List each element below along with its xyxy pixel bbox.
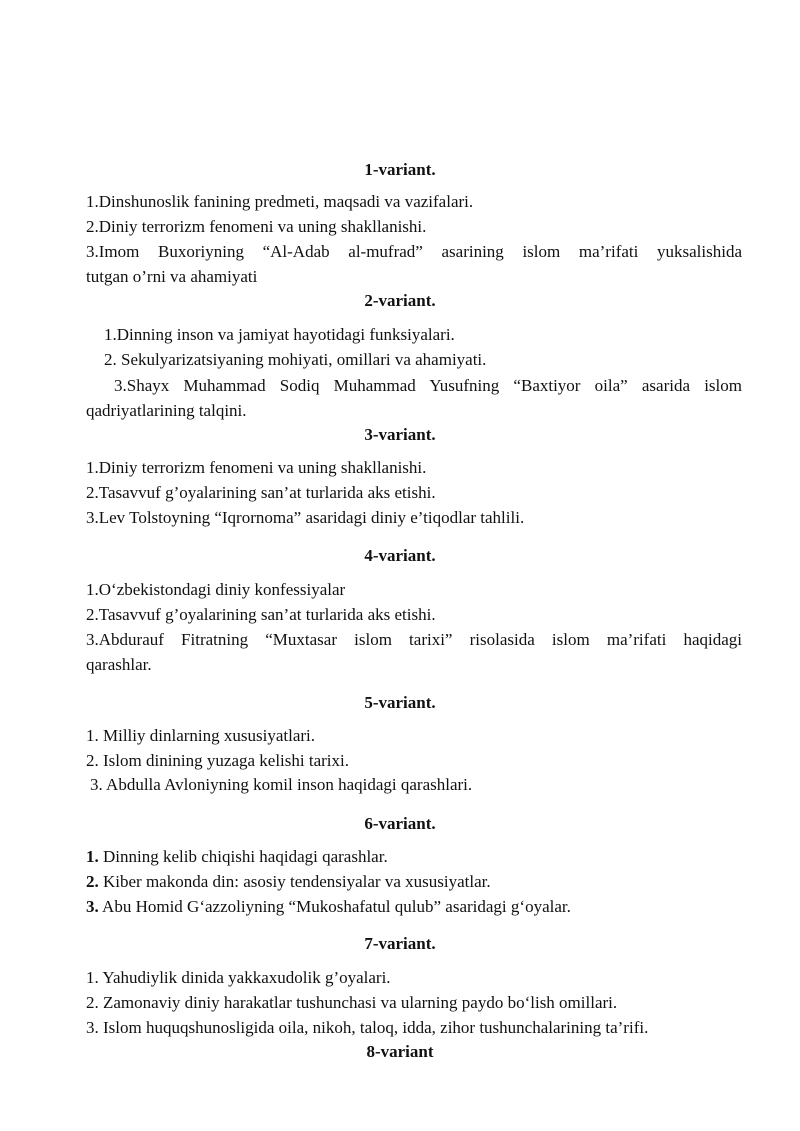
variant-2-item-2: 2. Sekulyarizatsiyaning mohiyati, omillari va ahamiyati. bbox=[104, 350, 487, 369]
variant-2-heading: 2-variant. bbox=[364, 291, 436, 310]
variant-3-heading: 3-variant. bbox=[364, 425, 436, 444]
variant-5-item-3: 3. Abdulla Avloniyning komil inson haqidagi qarashlari. bbox=[90, 775, 473, 794]
variant-6-item-1 bbox=[86, 847, 742, 867]
variant-2-item-1: 1.Dinning inson va jamiyat hayotidagi funksiyalari. bbox=[104, 325, 455, 344]
variant-4-item-3: 3.Abdurauf Fitratning “Muxtasar islom tarixi” risolasida islom ma’rifati haqidagi bbox=[86, 630, 742, 649]
variant-2-item-3-cont: qadriyatlarining talqini. bbox=[86, 401, 247, 420]
variant-5-item-2: 2. Islom dinining yuzaga kelishi tarixi. bbox=[86, 751, 349, 770]
variant-6-item-3-text: Abu Homid G‘azzoliyning “Mukoshafatul qulub” asaridagi g‘oyalar. bbox=[98, 897, 571, 916]
variant-6-item-2-number: 2. bbox=[86, 872, 99, 891]
variant-8-heading: 8-variant bbox=[366, 1042, 434, 1061]
variant-4-item-2: 2.Tasavvuf g’oyalarining san’at turlarida aks etishi. bbox=[86, 605, 436, 624]
variant-4-heading: 4-variant. bbox=[364, 546, 436, 565]
variant-3-item-3: 3.Lev Tolstoyning “Iqrornoma” asaridagi diniy e’tiqodlar tahlili. bbox=[86, 508, 525, 527]
variant-6-heading: 6-variant. bbox=[364, 814, 436, 833]
variant-5-heading: 5-variant. bbox=[364, 693, 436, 712]
variant-5-item-1: 1. Milliy dinlarning xususiyatlari. bbox=[86, 726, 316, 745]
variant-4-item-3-cont: qarashlar. bbox=[86, 655, 152, 674]
variant-1-item-3: 3.Imom Buxoriyning “Al-Adab al-mufrad” asarining islom ma’rifati yuksalishida bbox=[86, 242, 742, 261]
variant-4-item-1: 1.O‘zbekistondagi diniy konfessiyalar bbox=[86, 580, 346, 599]
variant-1-item-2: 2.Diniy terrorizm fenomeni va uning shakllanishi. bbox=[86, 217, 427, 236]
variant-6-item-1-text: Dinning kelib chiqishi haqidagi qarashlar. bbox=[98, 847, 388, 866]
variant-7-item-3: 3. Islom huquqshunosligida oila, nikoh, taloq, idda, zihor tushunchalarining ta’rifi. bbox=[86, 1018, 649, 1037]
variant-6-item-1-number: 1. bbox=[86, 847, 99, 866]
variant-2-item-3: 3.Shayx Muhammad Sodiq Muhammad Yusufning “Baxtiyor oila” asarida islom bbox=[114, 376, 742, 395]
variant-7-item-2: 2. Zamonaviy diniy harakatlar tushunchasi va ularning paydo bo‘lish omillari. bbox=[86, 993, 618, 1012]
variant-1-item-3-cont: tutgan o’rni va ahamiyati bbox=[86, 267, 258, 286]
variant-7-heading: 7-variant. bbox=[364, 934, 436, 953]
variant-1-item-1: 1.Dinshunoslik fanining predmeti, maqsadi va vazifalari. bbox=[86, 192, 474, 211]
variant-6-item-3-number: 3. bbox=[86, 897, 99, 916]
variant-6-item-3 bbox=[86, 897, 742, 917]
variant-1-heading: 1-variant. bbox=[364, 160, 436, 179]
variant-3-item-1: 1.Diniy terrorizm fenomeni va uning shakllanishi. bbox=[86, 458, 427, 477]
variant-6-item-2-text: Kiber makonda din: asosiy tendensiyalar va xususiyatlar. bbox=[98, 872, 491, 891]
variant-3-item-2: 2.Tasavvuf g’oyalarining san’at turlarida aks etishi. bbox=[86, 483, 436, 502]
variant-6-item-2 bbox=[86, 872, 742, 892]
variant-7-item-1: 1. Yahudiylik dinida yakkaxudolik g’oyalari. bbox=[86, 968, 391, 987]
